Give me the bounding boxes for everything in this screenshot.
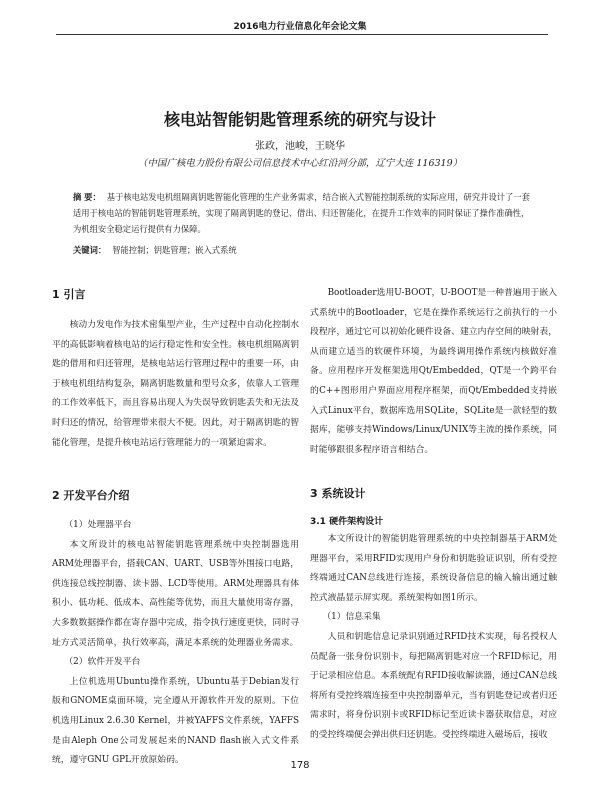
keywords-text: 智能控制；钥匙管理；嵌入式系统 xyxy=(112,245,237,255)
subsection-heading-hardware: 3.1 硬件架构设计 xyxy=(310,517,384,527)
keywords xyxy=(73,244,533,256)
system-design-body xyxy=(310,530,557,746)
abstract xyxy=(73,189,533,237)
paragraph: 核动力发电作为技术密集型产业，生产过程中自动化控制水平的高低影响着核电站的运行稳定性和安全性。核电机组隔离钥匙的借用和归还管理，是核电站运行管理过程中的重要一环，由于核电机组结构复杂，隔离钥匙数量和型号众多，依靠人工管理的工作效率低下，而且容易出现人为失误导致钥匙丢失和无法及时归还的情况，给管理带来很大不便。因此，对于隔离钥匙的智能化管理，是提升核电站运行管理能力的一项紧迫需求。 xyxy=(52,320,299,448)
list-item: （2）软件开发平台 xyxy=(64,657,141,668)
abstract-label: 摘 要： xyxy=(73,192,101,202)
header-divider xyxy=(56,34,548,35)
keywords-label: 关键词： xyxy=(73,245,107,255)
paper-title: 核电站智能钥匙管理系统的研究与设计 xyxy=(163,110,436,129)
list-item: （1）处理器平台 xyxy=(64,520,132,530)
author-list: 张政，池峻，王晓华 xyxy=(255,141,345,152)
paragraph: 人员和钥匙信息记录识别通过RFID技术实现，每名授权人员配备一张身份识别卡，每把隔离钥匙对应一个RFID标记，用于记录相应信息。本系统配有RFID接收解读器，通过CAN总线将所有受控终端连接至中央控制器单元，当有钥匙登记或者归还需求时，将身份识别卡或RFID标记至近读卡器获取信息，对应的受控终端便会弹出供归还钥匙。受控终端进入磁场后，接收 xyxy=(310,631,557,740)
page-number: 178 xyxy=(290,760,310,771)
section-heading-introduction: 1 引言 xyxy=(52,288,86,301)
paragraph: Bootloader选用U-BOOT，U-BOOT是一种普遍用于嵌入式系统中的Bootloader，它是在操作系统运行之前执行的一小段程序，通过它可以初始化硬件设备、建立内存空间的映射表，从而建立适当的软硬件环境，为最终调用操作系统内核做好准备。应用程序开发框架选用Qt/Embedded，QT是一个跨平台的C++图形用户界面应用程序框架，而Qt/Embedded支持嵌入式Linux平台，数据库选用SQLite，SQLite是一款轻型的数据库，能够支持Windows/Linux/UNIX等主流的操作系统，同时能够跟很多程序语言相结合。 xyxy=(310,288,557,455)
list-item: （1）信息采集 xyxy=(322,612,381,623)
section-heading-platform: 2 开发平台介绍 xyxy=(52,489,130,502)
running-header: 2016电力行业信息化年会论文集 xyxy=(233,22,367,32)
paragraph: 本文所设计的智能钥匙管理系统的中央控制器基于ARM处理器平台，采用RFID实现用户身份和钥匙验证识别，所有受控终端通过CAN总线进行连接，系统设备信息的输入输出通过触控式液晶显示屏实现。系统架构如图1所示。 xyxy=(310,534,557,603)
platform-body xyxy=(52,516,299,771)
paragraph: 本文所设计的核电站智能钥匙管理系统中央控制器选用ARM处理器平台，搭载CAN、UART、USB等外围接口电路，供连接总线控制器、读卡器、LCD等使用。ARM处理器具有体积小、低功耗、低成本、高性能等优势，而且大量使用寄存器，大多数数据操作都在寄存器中完成，指令执行速度更快，同时寻址方式灵活简单，执行效率高，满足本系统的处理器业务需求。 xyxy=(52,539,299,648)
abstract-text: 基于核电站发电机组隔离钥匙智能化管理的生产业务需求，结合嵌入式智能控制系统的实际应用，研究并设计了一套适用于核电站的智能钥匙管理系统，实现了隔离钥匙的登记、借出、归还智能化，在提升工作效率的同时保证了操作准确性，为机组安全稳定运行提供有力保障。 xyxy=(73,192,530,234)
author-affiliation: （中国广核电力股份有限公司信息技术中心红沿河分部，辽宁大连 116319） xyxy=(137,158,463,169)
introduction-body xyxy=(52,316,299,453)
paragraph: 上位机选用Ubuntu操作系统，Ubuntu基于Debian发行版和GNOME桌面环境，完全遵从开源软件开发的原则。下位机选用Linux 2.6.30 Kernel，并被YAFFS文件系统，YAFFS是由Aleph One公司发展起来的NAND flash嵌入式文件系统，遵守GNU GPL开放原始码。 xyxy=(52,676,299,766)
section-heading-system-design: 3 系统设计 xyxy=(310,487,366,500)
bootloader-body xyxy=(310,284,557,460)
